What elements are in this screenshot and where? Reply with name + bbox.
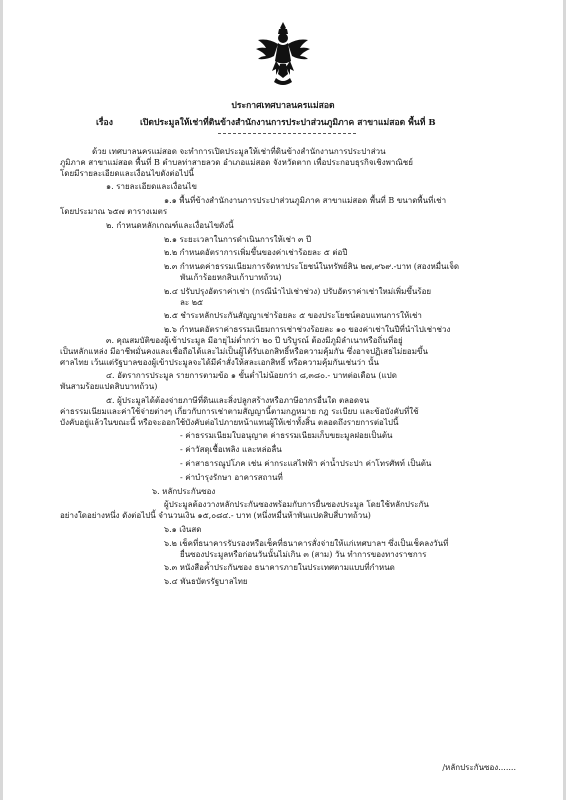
section-2-heading: ๒. กำหนดหลักเกณฑ์และเงื่อนไขดังนี้ [106,220,234,230]
scan-edge-left [0,0,3,800]
announcement-title: ประกาศเทศบาลนครแม่สอด [231,101,335,111]
clause-2-5: ๒.๕ ชำระหลักประกันสัญญาเช่าร้อยละ ๕ ของประโยชน์ตอบแทนการให้เช่า [164,311,422,321]
intro-line: โดยมีรายละเอียดและเงื่อนไขดังต่อไปนี้ [60,168,194,178]
section-3-line: ๓. คุณสมบัติของผู้เข้าประมูล มีอายุไม่ต่ำกว่า ๒๐ ปี บริบูรณ์ ต้องมีภูมิลำเนาหรือถิ่นที่อยู่ [106,335,403,345]
garuda-emblem-icon [252,20,314,88]
page-continuation: /หลักประกันซอง....... [442,763,516,772]
section-5-line: ๕. ผู้ประมูลได้ต้องจ่ายภาษีที่ดินและสิ่งปลูกสร้างหรือภาษีอากรอื่นใด ตลอดจน [106,395,370,405]
intro-line: ด้วย เทศบาลนครแม่สอด จะทำการเปิดประมูลให้เช่าที่ดินข้างสำนักงานการประปาส่วน [92,147,386,156]
section-5-line: ค่าธรรมเนียมและค่าใช้จ่ายต่างๆ เกี่ยวกับการเช่าตามสัญญานี้ตามกฎหมาย กฎ ระเบียบ และข้อบังคับที่ใช้ [60,406,419,416]
clause-2-6: ๒.๖ กำหนดอัตราค่าธรรมเนียมการเช่าช่วงร้อยละ ๑๐ ของค่าเช่าในปีที่นำไปเช่าช่วง [164,325,451,335]
clause-6-1: ๖.๑ เงินสด [164,524,202,534]
fee-list-item: - ค่าวัสดุเชื้อเพลิง และหล่อลื่น [60,445,522,456]
clause-2-3-cont: พันเก้าร้อยหกสิบเก้าบาทถ้วน) [180,272,282,282]
clause-2-4: ๒.๔ ปรับปรุงอัตราค่าเช่า (กรณีนำไปเช่าช่วง) ปรับอัตราค่าเช่าใหม่เพิ่มขึ้นร้อย [164,286,432,296]
clause-6-2-cont: ยื่นซองประมูลหรือก่อนวันนั้นไม่เกิน ๓ (สาม) วัน ทำการของทางราชการ [180,549,427,559]
subject-text: เปิดประมูลให้เช่าที่ดินข้างสำนักงานการประปาส่วนภูมิภาค สาขาแม่สอด พื้นที่ B [140,118,436,128]
clause-2-4-cont: ละ ๒๕ [180,297,204,307]
document-body [60,147,522,588]
clause-6-3: ๖.๓ หนังสือค้ำประกันซอง ธนาคารภายในประเทศตามแบบที่กำหนด [164,563,395,573]
section-4-line: ๔. อัตราการประมูล รายการตามข้อ ๑ ขั้นต่ำไม่น้อยกว่า ๘,๓๘๐.- บาทต่อเดือน (แปด [106,371,397,381]
section-5-line: บังคับอยู่แล้วในขณะนี้ หรือจะออกใช้บังคับต่อไปภายหน้าแทนผู้ให้เช่าทั้งสิ้น ตลอดถึงรายการต่อไปนี้ [60,417,399,427]
fee-list-item: - ค่าธรรมเนียมใบอนุญาต ค่าธรรมเนียมเก็บขยะมูลฝอยเป็นต้น [60,431,522,442]
clause-1-1-cont: โดยประมาณ ๖๕๗ ตารางเมตร [60,206,168,216]
clause-6-2: ๖.๒ เช็คที่ธนาคารรับรองหรือเช็คที่ธนาคารสั่งจ่ายให้แก่เทศบาลฯ ซึ่งเป็นเช็คลงวันที่ [164,538,449,548]
fee-list-item: - ค่าสาธารณูปโภค เช่น ค่ากระแสไฟฟ้า ค่าน้ำประปา ค่าโทรศัพท์ เป็นต้น [60,459,522,470]
section-1-heading: ๑. รายละเอียดและเงื่อนไข [106,182,198,192]
intro-line: ภูมิภาค สาขาแม่สอด พื้นที่ B ตำบลท่าสายลวด อำเภอแม่สอด จังหวัดตาก เพื่อประกอบธุรกิจเชิงพาณิชย์ [60,157,413,167]
section-6-heading: ๖. หลักประกันซอง [152,486,216,496]
clause-2-2: ๒.๒ กำหนดอัตราการเพิ่มขึ้นของค่าเช่าร้อยละ ๕ ต่อปี [164,248,348,258]
section-3-line: ศาลไทย เว้นแต่รัฐบาลของผู้เข้าประมูลจะได้มีคำสั่งให้สละเอกสิทธิ์ หรือความคุ้มกันเช่นว่า นั้น [60,357,379,367]
clause-6-4: ๖.๔ พันธบัตรรัฐบาลไทย [164,577,248,587]
section-6-line: อย่างใดอย่างหนึ่ง ดังต่อไปนี้ จำนวนเงิน ๑๕,๐๘๔.- บาท (หนึ่งหมื่นห้าพันแปดสิบสี่บาทถ้วน) [60,511,371,521]
clause-1-1: ๑.๑ พื้นที่ข้างสำนักงานการประปาส่วนภูมิภาค สาขาแม่สอด พื้นที่ B ขนาดพื้นที่เช่า [164,196,447,206]
fee-list-item: - ค่าบำรุงรักษา อาคารสถานที่ [60,473,522,484]
section-4-line: พันสามร้อยแปดสิบบาทถ้วน) [60,382,158,392]
clause-2-1: ๒.๑ ระยะเวลาในการดำเนินการให้เช่า ๓ ปี [164,234,312,244]
subject-line [96,118,436,130]
title-divider [218,133,356,134]
section-3-line: เป็นหลักแหล่ง มีอาชีพมั่นคงและเชื่อถือได้และไม่เป็นผู้ได้รับเอกสิทธิ์หรือความคุ้มกัน ซึ่งอาจปฏิเสธไม่ยอมขึ้น [60,346,428,356]
section-6-line: ผู้ประมูลต้องวางหลักประกันซองพร้อมกับการยื่นซองประมูล โดยใช้หลักประกัน [164,500,429,510]
subject-label: เรื่อง [96,118,113,128]
clause-2-3: ๒.๓ กำหนดค่าธรรมเนียมการจัดหาประโยชน์ในทรัพย์สิน ๒๗,๙๖๙.-บาท (สองหมื่นเจ็ด [164,262,460,272]
